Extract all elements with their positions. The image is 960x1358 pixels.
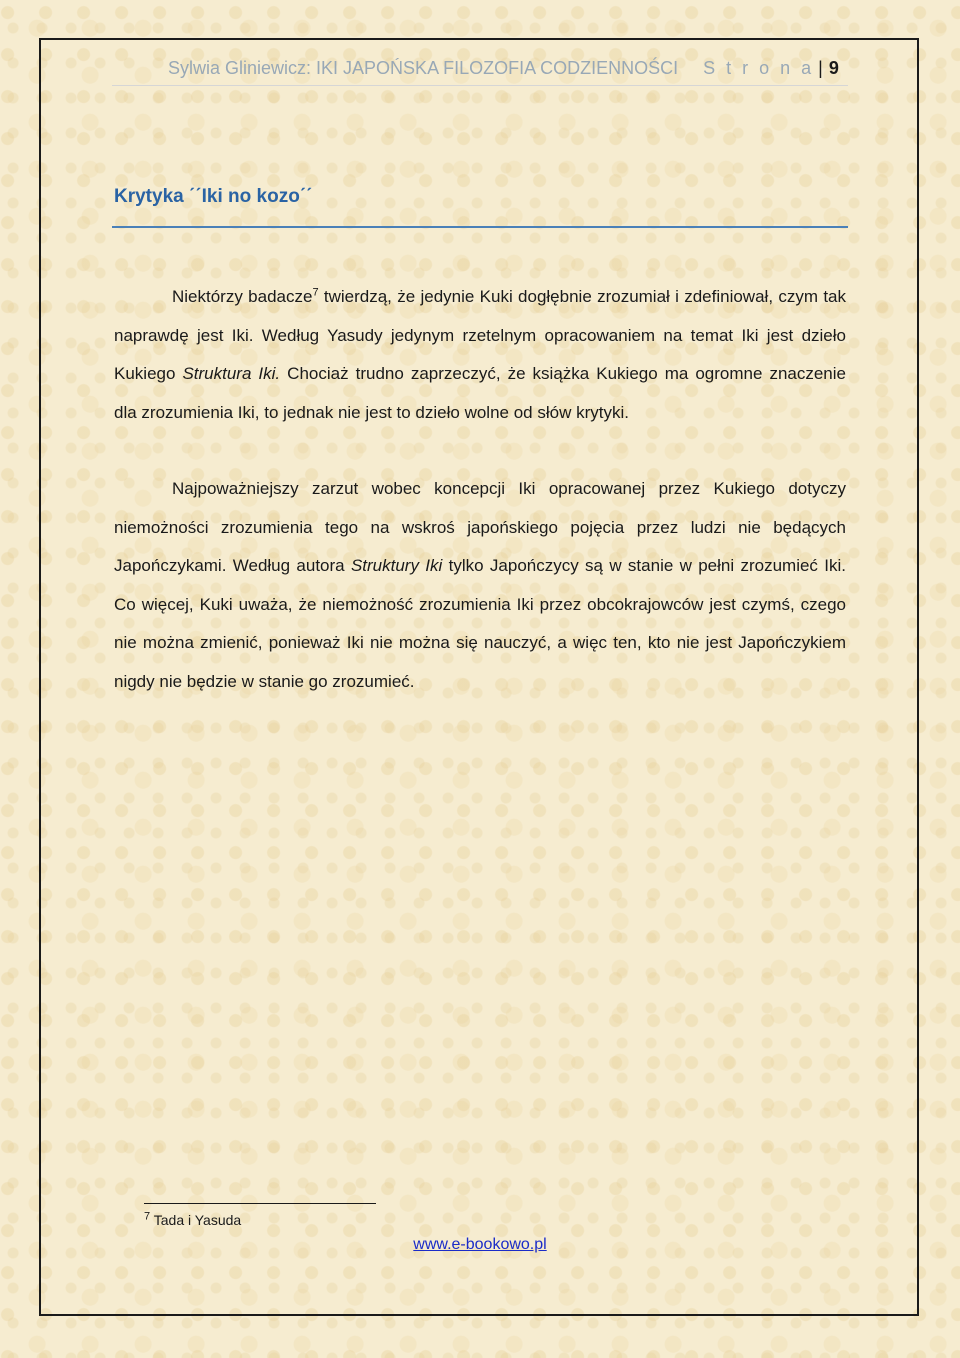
footer-website-link[interactable] — [0, 1236, 960, 1254]
paragraph-2-text-b: tylko Japończycy są w stanie w pełni zrozumieć Iki. Co więcej, Kuki uważa, że niemożność zrozumienia Iki przez obcokrajowców jest czymś, czego nie można zmienić, ponieważ Iki nie można się nauczyć, a więc ten, kto nie jest Japończykiem nigdy nie będzie w stanie go zrozumieć. — [114, 556, 846, 691]
footnote-separator — [144, 1203, 376, 1204]
book-title-italic: Struktury Iki — [350, 556, 443, 575]
footnote — [144, 1212, 241, 1228]
footnote-text: Tada i Yasuda — [150, 1212, 242, 1228]
footnote-reference: 7 — [312, 286, 319, 299]
header-page-label: S t r o n a — [703, 58, 815, 78]
header-divider — [112, 85, 848, 86]
header-separator: | — [818, 58, 823, 78]
header-title: Sylwia Gliniewicz: IKI JAPOŃSKA FILOZOFIA CODZIENNOŚCI — [168, 58, 679, 78]
book-title-italic: Struktura Iki. — [182, 364, 281, 383]
footer-link-text[interactable]: www.e-bookowo.pl — [413, 1236, 547, 1253]
paragraph-1-text-b: twierdzą, że jedynie Kuki dogłębnie zrozumiał i zdefiniował, czym tak naprawdę jest Iki. Według Yasudy jedynym rzetelnym opracowaniem na temat Iki jest dzieło Kukiego — [114, 287, 847, 383]
paragraph-1-text-c: Chociaż trudno zaprzeczyć, że książka Kukiego ma ogromne znaczenie dla zrozumienia Iki, to jednak nie jest to dzieło wolne od słów krytyki. — [114, 364, 846, 422]
paragraph-1-text-a: Niektórzy badacze — [172, 287, 313, 306]
section-heading: Krytyka ˊˊIki no kozoˊˊ — [114, 186, 313, 207]
running-header — [168, 58, 848, 84]
footnote-number: 7 — [144, 1210, 151, 1223]
paragraph-2 — [114, 470, 846, 701]
header-page-number: 9 — [828, 58, 839, 78]
paragraph-1 — [114, 278, 846, 432]
paragraph-2-text-a: Najpoważniejszy zarzut wobec koncepcji Iki opracowanej przez Kukiego dotyczy niemożności zrozumienia tego na wskroś japońskiego pojęcia przez ludzi nie będących Japończykami. Według autora — [114, 479, 846, 575]
heading-underline — [112, 226, 848, 228]
